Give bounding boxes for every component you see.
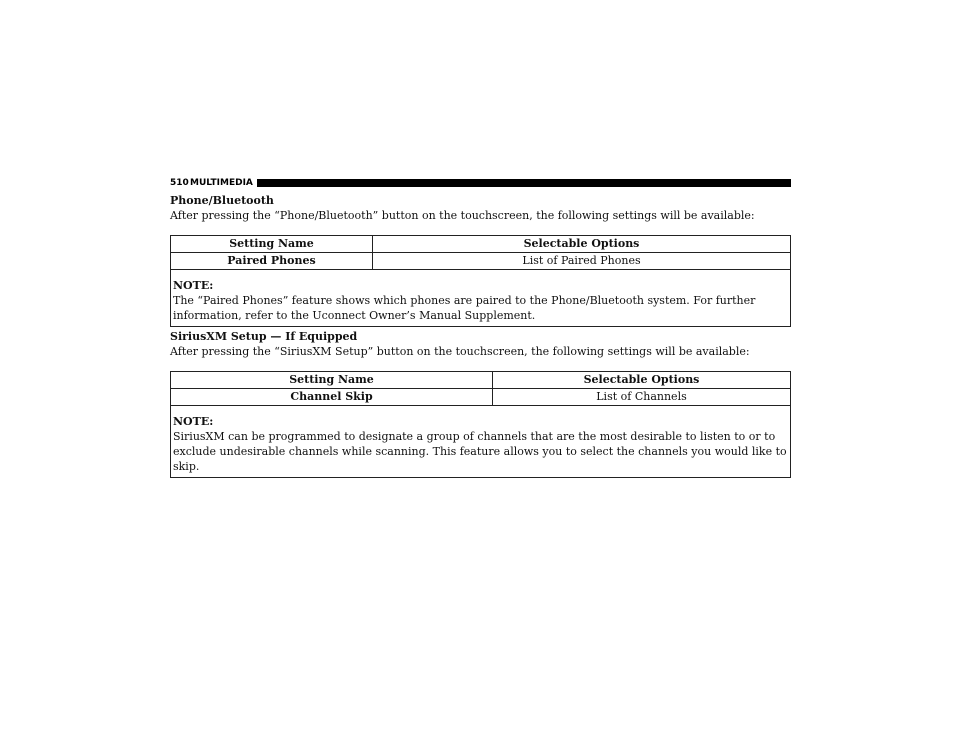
- note-row: [171, 270, 791, 327]
- column-header-selectable-options: Selectable Options: [493, 372, 791, 389]
- page-content: [170, 193, 791, 478]
- note-label: NOTE:: [173, 415, 214, 428]
- column-header-selectable-options: Selectable Options: [373, 236, 791, 253]
- header-rule: [257, 179, 791, 187]
- selectable-options-cell: List of Channels: [493, 389, 791, 406]
- table-row: [171, 389, 791, 406]
- column-header-setting-name: Setting Name: [171, 372, 493, 389]
- setting-name-cell: Channel Skip: [171, 389, 493, 406]
- note-text: SiriusXM can be programmed to designate a group of channels that are the most desirable to listen to or to exclude undesirable channels while scanning. This feature allows you to select the channels you would like to skip.: [173, 430, 787, 473]
- page-number: 510: [170, 178, 189, 188]
- page-header: [170, 177, 791, 190]
- note-cell: [171, 406, 791, 478]
- table-row: [171, 253, 791, 270]
- table-header-row: [171, 372, 791, 389]
- table-header-row: [171, 236, 791, 253]
- column-header-setting-name: Setting Name: [171, 236, 373, 253]
- note-label: NOTE:: [173, 279, 214, 292]
- phone-bluetooth-intro: After pressing the “Phone/Bluetooth” button on the touchscreen, the following settings will be available:: [170, 209, 755, 222]
- note-text: The “Paired Phones” feature shows which phones are paired to the Phone/Bluetooth system. For further information, refer to the Uconnect Owner’s Manual Supplement.: [173, 294, 756, 322]
- selectable-options-cell: List of Paired Phones: [373, 253, 791, 270]
- phone-bluetooth-settings-table: [170, 235, 791, 327]
- section-name: MULTIMEDIA: [190, 178, 253, 188]
- phone-bluetooth-heading: Phone/Bluetooth: [170, 194, 274, 207]
- note-cell: [171, 270, 791, 327]
- siriusxm-heading: SiriusXM Setup — If Equipped: [170, 330, 358, 343]
- setting-name-cell: Paired Phones: [171, 253, 373, 270]
- siriusxm-intro: After pressing the “SiriusXM Setup” button on the touchscreen, the following settings will be available:: [170, 345, 750, 358]
- siriusxm-settings-table: [170, 371, 791, 478]
- note-row: [171, 406, 791, 478]
